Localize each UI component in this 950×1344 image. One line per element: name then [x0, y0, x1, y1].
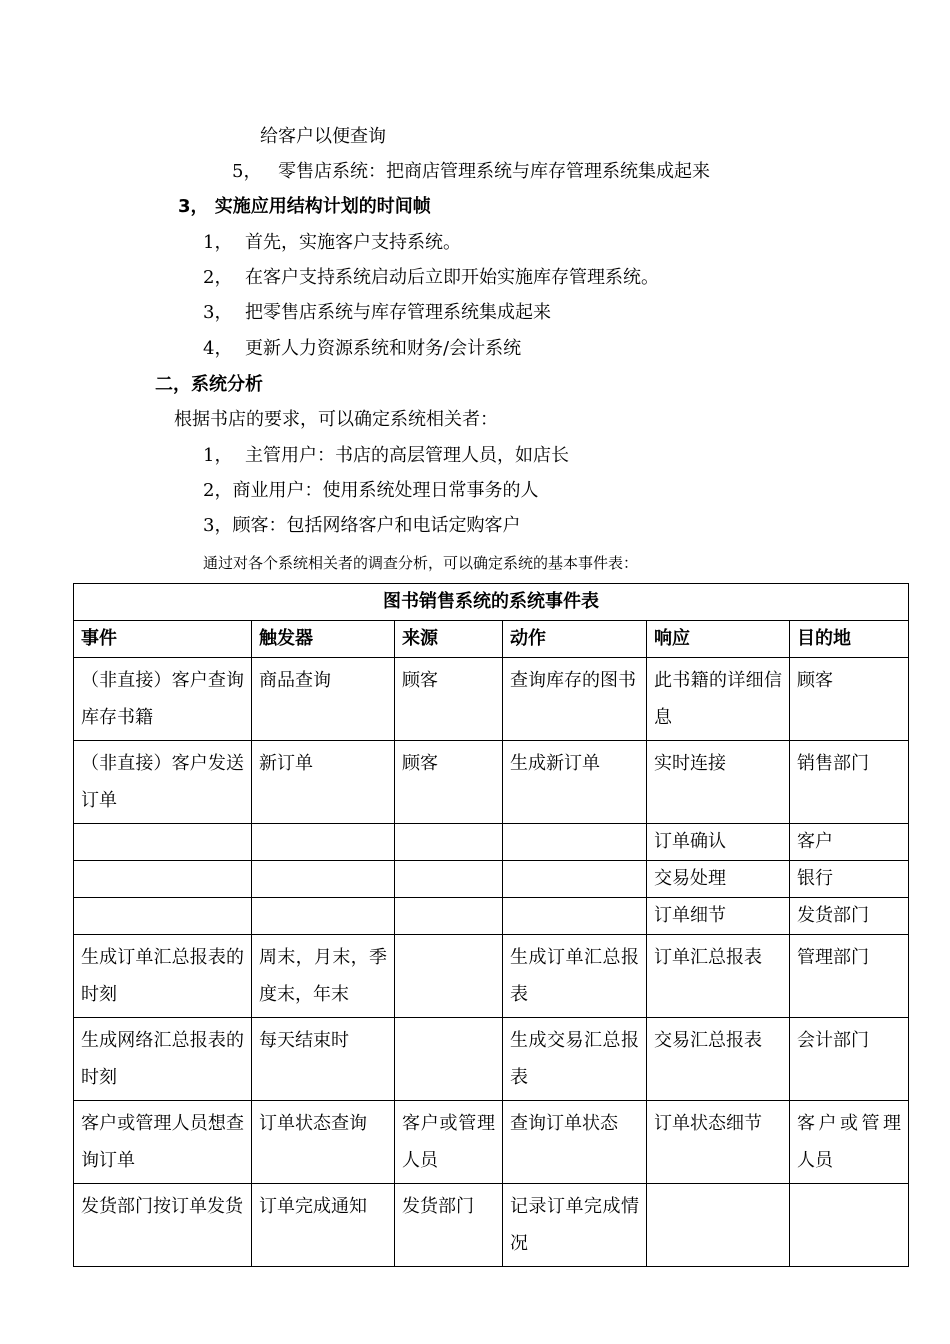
- table-cell: 顾客: [395, 741, 503, 824]
- text-line: 给客户以便查询: [260, 126, 386, 147]
- table-row: [74, 658, 909, 741]
- table-cell: 每天结束时: [252, 1018, 395, 1101]
- table-cell: [503, 898, 647, 935]
- list-item: [203, 337, 521, 361]
- table-cell: [74, 898, 252, 935]
- table-row: [74, 741, 909, 824]
- list-number: 2，: [203, 267, 233, 288]
- table-cell: 订单状态细节: [647, 1101, 790, 1184]
- table-cell: 发货部门: [395, 1184, 503, 1267]
- list-item: [203, 266, 659, 290]
- section-heading: 3， 实施应用结构计划的时间帧: [178, 196, 431, 217]
- table-cell: [74, 824, 252, 861]
- section-heading: 二，系统分析: [155, 374, 263, 395]
- event-table: [73, 583, 909, 1267]
- list-number: 1，: [203, 445, 233, 466]
- table-cell: [503, 861, 647, 898]
- list-text: 零售店系统：把商店管理系统与库存管理系统集成起来: [278, 161, 710, 182]
- table-row: [74, 898, 909, 935]
- table-cell: 顾客: [790, 658, 909, 741]
- table-cell: 此书籍的详细信息: [647, 658, 790, 741]
- table-cell: [252, 824, 395, 861]
- table-cell: 新订单: [252, 741, 395, 824]
- column-header: 触发器: [252, 621, 395, 658]
- table-cell: 查询订单状态: [503, 1101, 647, 1184]
- table-cell: [74, 861, 252, 898]
- table-cell: [647, 1184, 790, 1267]
- table-cell: 周末，月末，季度末，年末: [252, 935, 395, 1018]
- paragraph: 根据书店的要求，可以确定系统相关者：: [174, 409, 498, 430]
- list-text: 更新人力资源系统和财务/会计系统: [245, 338, 522, 359]
- table-row: [74, 1184, 909, 1267]
- table-title: 图书销售系统的系统事件表: [74, 584, 909, 621]
- table-cell: 销售部门: [790, 741, 909, 824]
- table-cell: 实时连接: [647, 741, 790, 824]
- table-cell: （非直接）客户发送订单: [74, 741, 252, 824]
- table-cell: 银行: [790, 861, 909, 898]
- table-cell: 客户或管理人员想查询订单: [74, 1101, 252, 1184]
- table-cell: 订单确认: [647, 824, 790, 861]
- list-item: [203, 231, 461, 255]
- list-item: 2，商业用户：使用系统处理日常事务的人: [203, 480, 539, 501]
- table-header-row: [74, 621, 909, 658]
- table-cell: 订单完成通知: [252, 1184, 395, 1267]
- table-row: [74, 935, 909, 1018]
- table-cell: 客户或管理人员: [790, 1101, 909, 1184]
- table-intro-note: 通过对各个系统相关者的调查分析，可以确定系统的基本事件表：: [203, 554, 639, 572]
- table-cell: [790, 1184, 909, 1267]
- table-cell: 客户: [790, 824, 909, 861]
- list-item: [203, 301, 551, 325]
- table-cell: 会计部门: [790, 1018, 909, 1101]
- list-item: [232, 160, 710, 184]
- table-cell: 管理部门: [790, 935, 909, 1018]
- table-cell: （非直接）客户查询库存书籍: [74, 658, 252, 741]
- list-text: 在客户支持系统启动后立即开始实施库存管理系统。: [245, 267, 659, 288]
- table-cell: 生成新订单: [503, 741, 647, 824]
- table-cell: 交易汇总报表: [647, 1018, 790, 1101]
- table-cell: [395, 1018, 503, 1101]
- column-header: 事件: [74, 621, 252, 658]
- table-cell: [395, 824, 503, 861]
- column-header: 目的地: [790, 621, 909, 658]
- table-cell: 订单状态查询: [252, 1101, 395, 1184]
- list-number: 1，: [203, 232, 233, 253]
- table-row: [74, 824, 909, 861]
- column-header: 来源: [395, 621, 503, 658]
- table-cell: 发货部门按订单发货: [74, 1184, 252, 1267]
- list-item: [203, 444, 569, 468]
- table-cell: 查询库存的图书: [503, 658, 647, 741]
- table-cell: [395, 861, 503, 898]
- list-number: 5，: [232, 161, 262, 182]
- list-text: 首先，实施客户支持系统。: [245, 232, 461, 253]
- table-cell: 生成网络汇总报表的时刻: [74, 1018, 252, 1101]
- list-number: 3，: [203, 302, 233, 323]
- list-number: 4，: [203, 338, 233, 359]
- table-cell: [395, 935, 503, 1018]
- table-cell: 生成订单汇总报表的时刻: [74, 935, 252, 1018]
- table-cell: 发货部门: [790, 898, 909, 935]
- table-cell: 客户或管理人员: [395, 1101, 503, 1184]
- table-cell: 交易处理: [647, 861, 790, 898]
- table-cell: [252, 898, 395, 935]
- list-item: 3，顾客：包括网络客户和电话定购客户: [203, 515, 521, 536]
- table-cell: 生成订单汇总报表: [503, 935, 647, 1018]
- table-cell: [503, 824, 647, 861]
- table-cell: 顾客: [395, 658, 503, 741]
- table-cell: [395, 898, 503, 935]
- column-header: 响应: [647, 621, 790, 658]
- table-cell: 订单汇总报表: [647, 935, 790, 1018]
- table-row: [74, 1101, 909, 1184]
- table-cell: 记录订单完成情况: [503, 1184, 647, 1267]
- table-cell: 商品查询: [252, 658, 395, 741]
- list-text: 把零售店系统与库存管理系统集成起来: [245, 302, 551, 323]
- table-cell: 订单细节: [647, 898, 790, 935]
- table-cell: 生成交易汇总报表: [503, 1018, 647, 1101]
- list-text: 主管用户：书店的高层管理人员，如店长: [245, 445, 569, 466]
- table-cell: [252, 861, 395, 898]
- table-row: [74, 861, 909, 898]
- table-row: [74, 1018, 909, 1101]
- column-header: 动作: [503, 621, 647, 658]
